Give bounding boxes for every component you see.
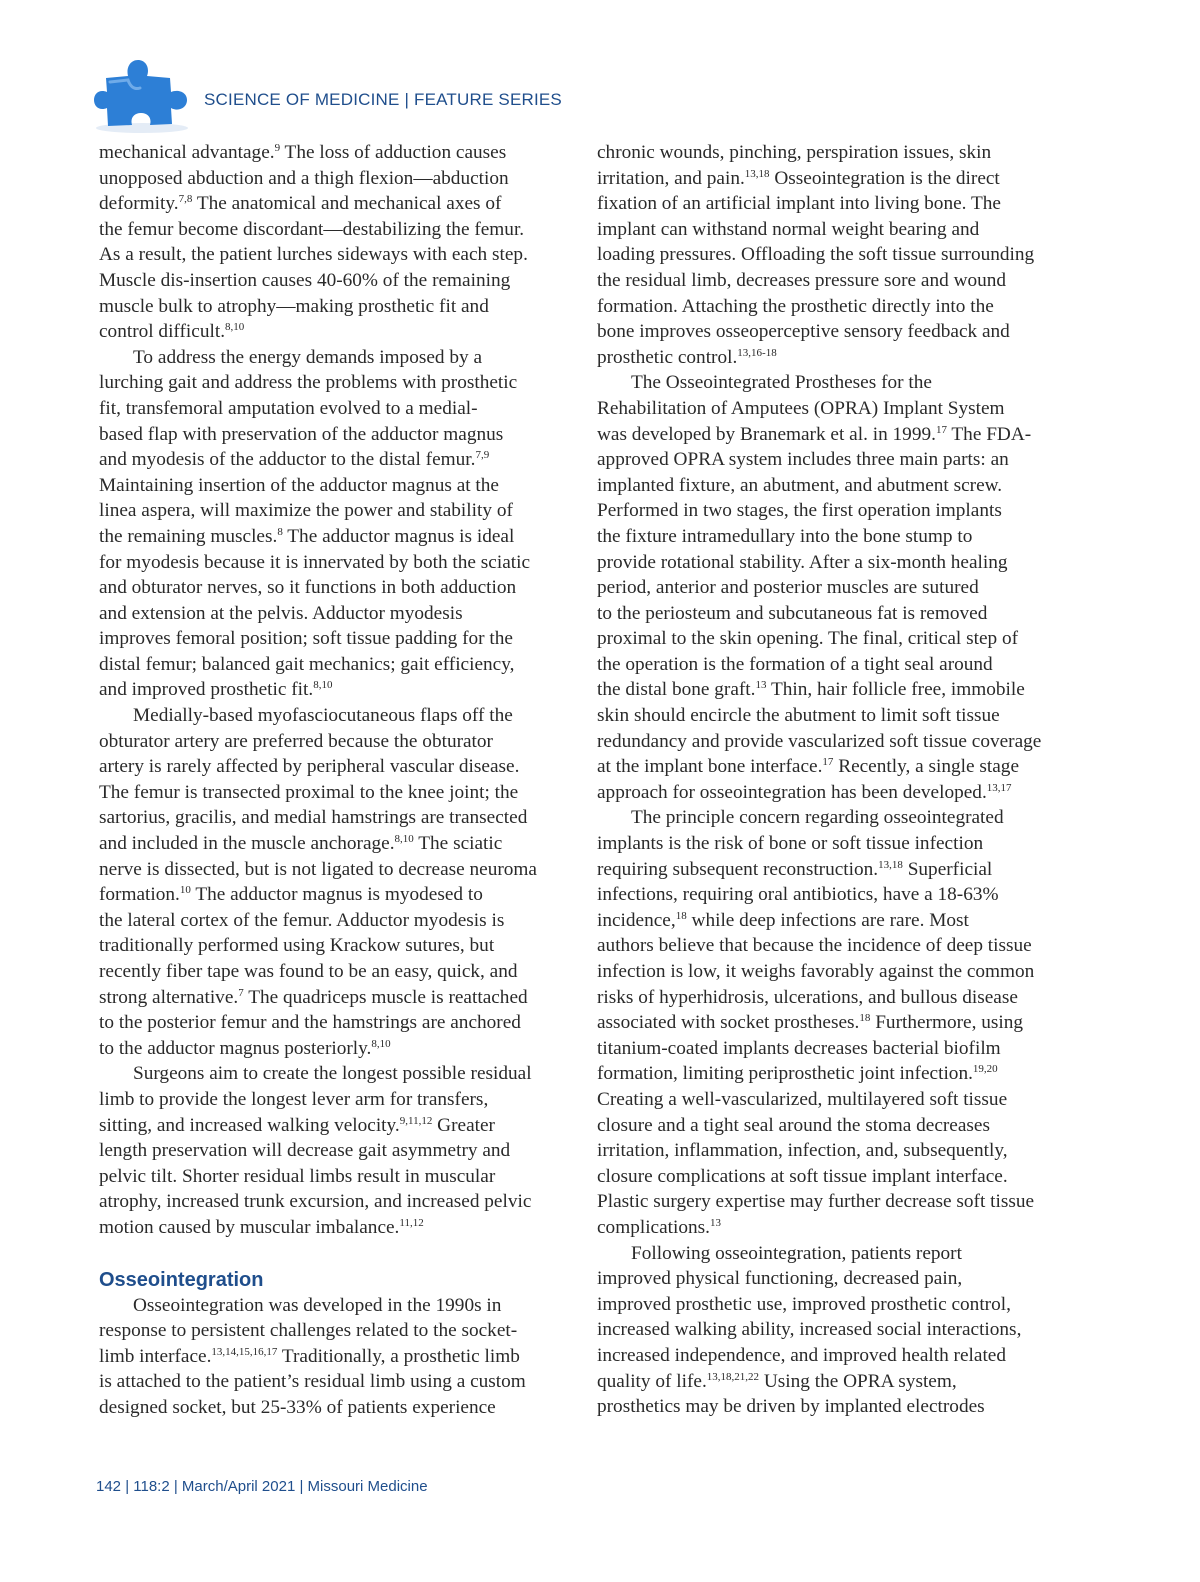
text-line: to the adductor magnus posteriorly.$^{8,10}$	[99, 1037, 391, 1059]
text-line: improved physical functioning, decreased pain,	[597, 1268, 963, 1290]
citation: 13,18	[744, 167, 770, 180]
text-line: the residual limb, decreases pressure sore and wound	[597, 269, 1007, 291]
text-line: redundancy and provide vascularized soft tissue coverage	[597, 730, 1042, 752]
text-line: authors believe that because the incidence of deep tissue	[597, 935, 1032, 957]
citation: 17	[935, 423, 947, 436]
text-line: Medially-based myofasciocutaneous flaps off the	[133, 705, 513, 727]
text-line: proximal to the skin opening. The final, critical step of	[597, 628, 1019, 650]
text-line: The principle concern regarding osseointegrated	[631, 807, 1004, 829]
citation: 13,17	[986, 781, 1012, 794]
text-line: The femur is transected proximal to the knee joint; the	[99, 781, 519, 803]
text-line: based flap with preservation of the adductor magnus	[99, 423, 504, 445]
text-line: length preservation will decrease gait asymmetry and	[99, 1140, 511, 1162]
text-line: mechanical advantage.$^9$ The loss of adduction causes	[99, 142, 507, 163]
citation: 13,14,15,16,17	[211, 1345, 278, 1358]
citation: 9	[274, 142, 281, 154]
text-line: provide rotational stability. After a six-month healing	[597, 551, 1008, 573]
text-line: Maintaining insertion of the adductor magnus at the	[99, 474, 499, 496]
text-line: recently fiber tape was found to be an easy, quick, and	[99, 961, 518, 982]
citation: 8,10	[313, 679, 333, 692]
citation: 13	[710, 1216, 721, 1229]
citation: 8,10	[371, 1037, 391, 1050]
text-line: obturator artery are preferred because the obturator	[99, 730, 493, 752]
text-line: increased walking ability, increased social interactions,	[597, 1319, 1022, 1341]
text-line: formation, limiting periprosthetic joint infection.$^{19,20}$	[597, 1063, 998, 1085]
text-line: motion caused by muscular imbalance.$^{11,12}$	[99, 1216, 424, 1238]
citation: 7,9	[475, 449, 490, 462]
citation: 13,16-18	[737, 346, 777, 359]
citation: 13,18	[878, 858, 903, 871]
text-line: Plastic surgery expertise may further decrease soft tissue	[597, 1191, 1035, 1213]
text-line: sitting, and increased walking velocity.$^{9,11,12}$ Greater	[99, 1114, 495, 1136]
text-line: Muscle dis-insertion causes 40-60% of the remaining	[99, 269, 511, 291]
text-line: sartorius, gracilis, and medial hamstrings are transected	[99, 807, 528, 829]
text-line: pelvic tilt. Shorter residual limbs result in muscular	[99, 1165, 496, 1187]
citation: 11,12	[399, 1216, 424, 1229]
puzzle-piece-icon	[92, 56, 192, 134]
text-line: irritation, and pain.$^{13,18}$ Osseointegration is the direct	[597, 167, 1000, 189]
text-line: linea aspera, will maximize the power and stability of	[99, 500, 513, 522]
text-line: Following osseointegration, patients report	[631, 1242, 962, 1264]
text-line: The Osseointegrated Prostheses for the	[631, 372, 932, 394]
text-line: period, anterior and posterior muscles are sutured	[597, 577, 979, 599]
text-line: Surgeons aim to create the longest possible residual	[133, 1063, 532, 1085]
text-line: the fixture intramedullary into the bone stump to	[597, 525, 973, 547]
text-line: increased independence, and improved health related	[597, 1344, 1007, 1366]
text-line: complications.$^{13}$	[597, 1216, 721, 1238]
citation: 7	[238, 986, 244, 999]
citation: 9,11,12	[399, 1114, 433, 1127]
text-line: unopposed abduction and a thigh flexion—abduction	[99, 167, 509, 189]
text-line: risks of hyperhidrosis, ulcerations, and bullous disease	[597, 986, 1018, 1008]
citation: 13,18,21,22	[706, 1370, 760, 1383]
text-line: Performed in two stages, the first operation implants	[597, 500, 1002, 522]
text-line: limb to provide the longest lever arm for transfers,	[99, 1088, 489, 1110]
text-line: lurching gait and address the problems with prosthetic	[99, 372, 518, 394]
series-title: SCIENCE OF MEDICINE | FEATURE SERIES	[204, 90, 562, 109]
text-line: bone improves osseoperceptive sensory feedback and	[597, 321, 1010, 343]
text-line: at the implant bone interface.$^{17}$ Recently, a single stage	[597, 756, 1020, 778]
citation: 18	[859, 1012, 871, 1025]
text-line: improved prosthetic use, improved prosthetic control,	[597, 1293, 1011, 1315]
text-line: the lateral cortex of the femur. Adductor myodesis is	[99, 909, 505, 931]
text-line: closure and a tight seal around the stoma decreases	[597, 1114, 990, 1136]
text-line: deformity.$^{7,8}$ The anatomical and mechanical axes of	[99, 193, 502, 215]
citation: 8,10	[394, 833, 414, 846]
text-line: closure complications at soft tissue implant interface.	[597, 1165, 1008, 1187]
text-line: traditionally performed using Krackow sutures, but	[99, 935, 495, 957]
text-line: fixation of an artificial implant into living bone. The	[597, 193, 1001, 215]
text-line: the remaining muscles.$^8$ The adductor magnus is ideal	[99, 525, 515, 547]
text-line: implant can withstand normal weight bearing and	[597, 218, 980, 240]
text-line: the distal bone graft.$^{13}$ Thin, hair follicle free, immobile	[597, 679, 1025, 701]
text-line: prosthetics may be driven by implanted electrodes	[597, 1396, 985, 1418]
text-line: and included in the muscle anchorage.$^{8,10}$ The sciatic	[99, 833, 503, 855]
text-line: the femur become discordant—destabilizing the femur.	[99, 218, 525, 240]
text-line: and extension at the pelvis. Adductor myodesis	[99, 602, 463, 624]
section-heading: Osseointegration	[99, 1268, 264, 1291]
text-line: artery is rarely affected by peripheral vascular disease.	[99, 756, 520, 778]
text-line: nerve is dissected, but is not ligated to decrease neuroma	[99, 858, 537, 880]
text-line: quality of life.$^{13,18,21,22}$ Using the OPRA system,	[597, 1370, 957, 1392]
text-line: improves femoral position; soft tissue padding for the	[99, 628, 513, 650]
text-line: formation.$^{10}$ The adductor magnus is myodesed to	[99, 884, 483, 906]
text-line: Osseointegration was developed in the 1990s in	[133, 1294, 502, 1316]
citation: 19,20	[972, 1063, 998, 1076]
text-line: incidence,$^{18}$ while deep infections are rare. Most	[597, 909, 969, 931]
text-line: skin should encircle the abutment to limit soft tissue	[597, 705, 1000, 727]
text-line: associated with socket prostheses.$^{18}$ Furthermore, using	[597, 1012, 1024, 1034]
text-line: To address the energy demands imposed by a	[133, 346, 483, 368]
text-line: fit, transfemoral amputation evolved to a medial-	[99, 397, 478, 419]
text-line: strong alternative.$^7$ The quadriceps muscle is reattached	[99, 986, 528, 1008]
text-line: prosthetic control.$^{13,16-18}$	[597, 346, 777, 368]
text-line: response to persistent challenges related to the socket-	[99, 1320, 518, 1342]
text-line: formation. Attaching the prosthetic directly into the	[597, 295, 994, 317]
text-line: the operation is the formation of a tight seal around	[597, 653, 993, 675]
text-line: for myodesis because it is innervated by both the sciatic	[99, 551, 531, 573]
text-line: approved OPRA system includes three main parts: an	[597, 449, 1009, 471]
text-line: As a result, the patient lurches sideways with each step.	[99, 244, 528, 266]
citation: 17	[822, 756, 834, 769]
text-line: chronic wounds, pinching, perspiration issues, skin	[597, 142, 992, 163]
left-column	[99, 140, 579, 1421]
citation: 8,10	[225, 321, 245, 334]
text-line: Creating a well-vascularized, multilayered soft tissue	[597, 1088, 1008, 1110]
text-line: loading pressures. Offloading the soft tissue surrounding	[597, 244, 1035, 266]
text-line: muscle bulk to atrophy—making prosthetic fit and	[99, 295, 489, 317]
text-line: titanium-coated implants decreases bacterial biofilm	[597, 1037, 1001, 1059]
text-line: implanted fixture, an abutment, and abutment screw.	[597, 474, 1003, 496]
text-line: designed socket, but 25-33% of patients experience	[99, 1396, 496, 1418]
citation: 18	[675, 909, 687, 922]
text-line: control difficult.$^{8,10}$	[99, 321, 245, 343]
text-line: and improved prosthetic fit.$^{8,10}$	[99, 679, 333, 701]
text-line: Rehabilitation of Amputees (OPRA) Implant System	[597, 397, 1005, 419]
citation: 7,8	[178, 193, 193, 206]
citation: 13	[755, 679, 767, 692]
page-footer: 142 | 118:2 | March/April 2021 | Missouri Medicine	[96, 1478, 428, 1495]
text-line: distal femur; balanced gait mechanics; gait efficiency,	[99, 653, 515, 675]
text-line: to the posterior femur and the hamstrings are anchored	[99, 1012, 521, 1034]
text-line: was developed by Branemark et al. in 1999.17 The FDA-	[597, 423, 1032, 445]
right-column	[597, 140, 1077, 1420]
text-line: infections, requiring oral antibiotics, have a 18-63%	[597, 884, 999, 906]
text-line: to the periosteum and subcutaneous fat is removed	[597, 602, 988, 624]
text-line: infection is low, it weighs favorably against the common	[597, 961, 1035, 982]
text-line: atrophy, increased trunk excursion, and increased pelvic	[99, 1191, 532, 1213]
text-line: approach for osseointegration has been developed.$^{13,17}$	[597, 781, 1012, 803]
text-line: implants is the risk of bone or soft tissue infection	[597, 833, 984, 855]
text-line: irritation, inflammation, infection, and, subsequently,	[597, 1140, 1008, 1162]
text-line: limb interface.$^{13,14,15,16,17}$ Traditionally, a prosthetic limb	[99, 1345, 520, 1367]
spacer	[99, 1241, 579, 1267]
text-line: and obturator nerves, so it functions in both adduction	[99, 577, 517, 599]
citation: 10	[179, 884, 191, 897]
text-line: requiring subsequent reconstruction.$^{13,18}$ Superficial	[597, 858, 993, 880]
text-line: is attached to the patient’s residual limb using a custom	[99, 1371, 526, 1393]
text-line: and myodesis of the adductor to the distal femur.$^{7,9}$	[99, 449, 490, 471]
citation: 8	[277, 525, 283, 538]
